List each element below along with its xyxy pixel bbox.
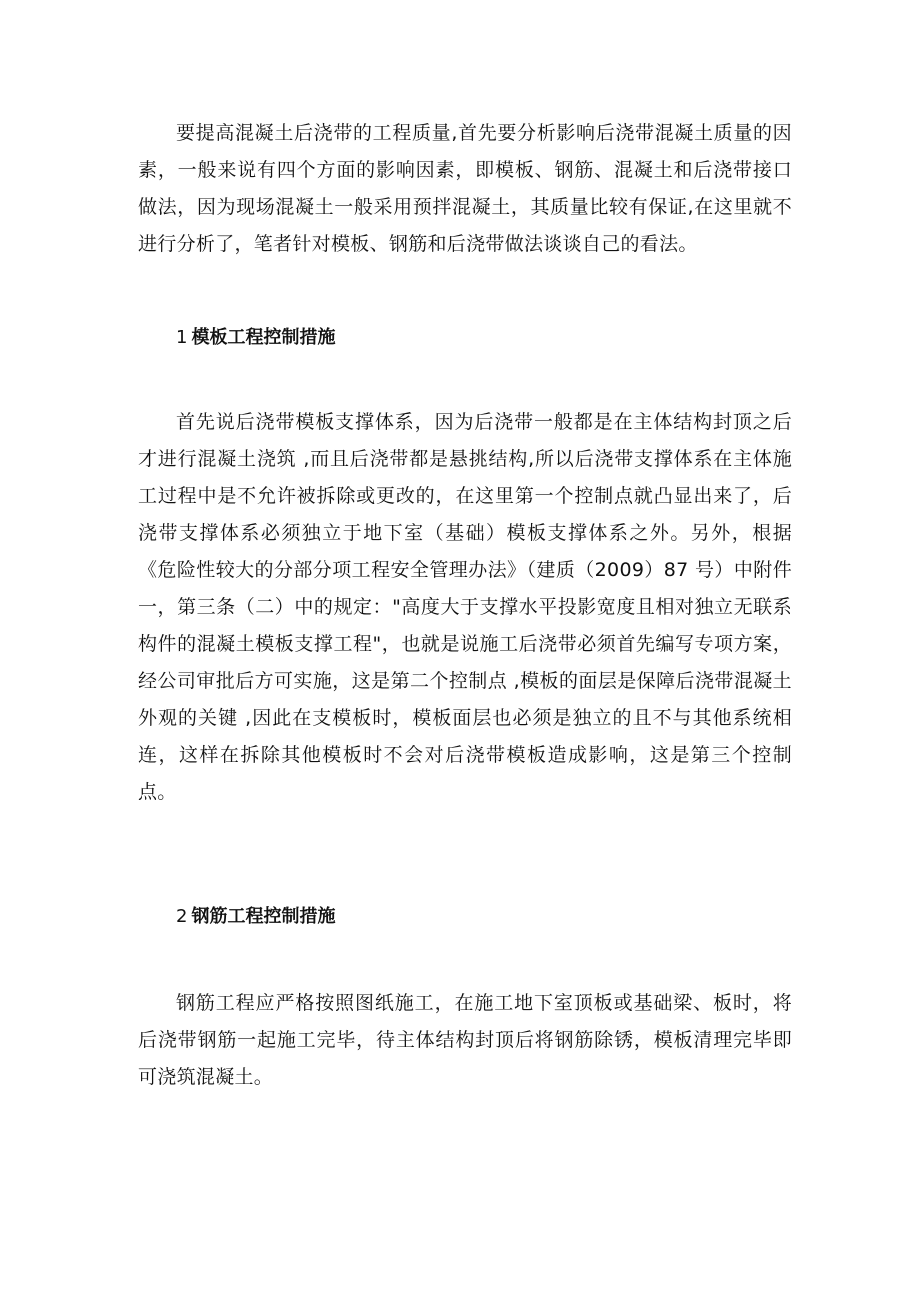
section-heading-formwork [176,326,335,350]
intro-paragraph: 要提高混凝土后浇带的工程质量,首先要分析影响后浇带混凝土质量的因素，一般来说有四个方面的影响因素，即模板、钢筋、混凝土和后浇带接口做法，因为现场混凝土一般采用预拌混凝土，其质量比较有保证,在这里就不进行分析了，笔者针对模板、钢筋和后浇带做法谈谈自己的看法。 [138,122,792,255]
section-number: 2 [176,906,188,927]
section-title: 钢筋工程控制措施 [191,906,336,927]
section-title: 模板工程控制措施 [191,327,336,348]
formwork-paragraph: 首先说后浇带模板支撑体系，因为后浇带一般都是在主体结构封顶之后才进行混凝土浇筑 ,而且后浇带都是悬挑结构,所以后浇带支撑体系在主体施工过程中是不允许被拆除或更改的，在这里第一个控制点就凸显出来了，后浇带支撑体系必须独立于地下室（基础）模板支撑体系之外。另外，根据《危险性较大的分部分项工程安全管理办法》（建质（2009）87 号）中附件一，第三条（二）中的规定："高度大于支撑水平投影宽度且相对独立无联系构件的混凝土模板支撑工程"，也就是说施工后浇带必须首先编写专项方案，经公司审批后方可实施，这是第二个控制点 ,模板的面层是保障后浇带混凝土外观的关键 ,因此在支模板时，模板面层也必须是独立的且不与其他系统相连，这样在拆除其他模板时不会对后浇带模板造成影响，这是第三个控制点。 [138,411,792,803]
section-number: 1 [176,327,188,348]
section-heading-rebar [176,905,335,929]
rebar-paragraph: 钢筋工程应严格按照图纸施工，在施工地下室顶板或基础梁、板时，将后浇带钢筋一起施工完毕，待主体结构封顶后将钢筋除锈，模板清理完毕即可浇筑混凝土。 [138,992,792,1088]
